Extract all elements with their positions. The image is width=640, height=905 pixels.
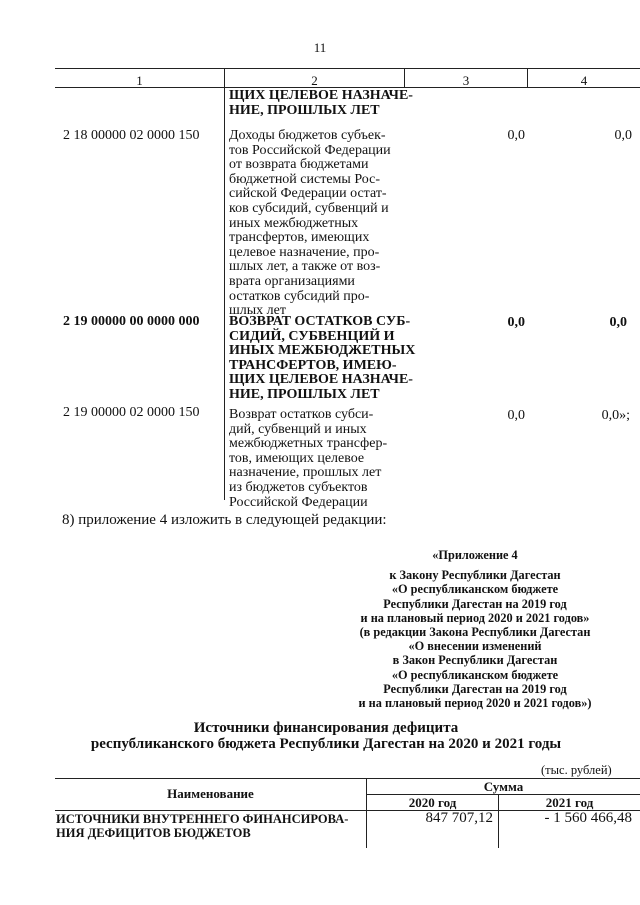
column-header-4: 4	[580, 73, 588, 88]
text-line: межбюджетных трансфер-	[229, 436, 388, 452]
title-line: республиканского бюджета Республики Дагестан на 2020 и 2021 годы	[90, 736, 562, 752]
text-line: в Закон Республики Дагестан	[392, 653, 558, 668]
text-line: СИДИЙ, СУБВЕНЦИЙ И	[229, 328, 395, 344]
text-line: назначение, прошлых лет	[229, 465, 382, 481]
value-2020: 847 707,12	[425, 810, 493, 826]
text-line: Республики Дагестан на 2019 год	[383, 596, 567, 611]
unit-label: (тыс. рублей)	[541, 763, 612, 777]
value-2021: 0,0	[609, 315, 627, 330]
text-line: Возврат остатков субси-	[229, 407, 374, 422]
column-header-2021: 2021 год	[545, 795, 594, 810]
amendment-paragraph: 8) приложение 4 изложить в следующей редакции:	[62, 512, 387, 528]
text-line: шлых лет	[229, 303, 286, 319]
value-2020: 0,0	[507, 315, 525, 330]
text-line: Республики Дагестан на 2019 год	[383, 681, 567, 696]
row-code: 2 18 00000 02 0000 150	[63, 128, 200, 143]
row-name	[56, 812, 348, 840]
text-line: ИНЫХ МЕЖБЮДЖЕТНЫХ	[229, 343, 416, 359]
column-header-sum: Сумма	[483, 779, 524, 794]
text-line: «О республиканском бюджете	[391, 667, 559, 682]
continued-cell-text	[229, 89, 413, 118]
text-line: и на плановый период 2020 и 2021 годов»)	[358, 696, 592, 711]
row-description	[229, 408, 387, 510]
column-header-2020: 2020 год	[408, 795, 457, 810]
table-col-divider	[224, 68, 225, 500]
text-line: к Закону Республики Дагестан	[389, 568, 561, 583]
appendix-header	[0, 548, 640, 710]
text-line: врата организациями	[229, 273, 355, 289]
text-line: из бюджетов субъектов	[229, 479, 368, 495]
column-header-name: Наименование	[167, 786, 254, 801]
row-code: 2 19 00000 00 0000 000	[63, 314, 200, 329]
text-line: Доходы бюджетов субъек-	[229, 128, 386, 143]
text-line: дий, субвенций и иных	[229, 421, 367, 437]
text-line: ВОЗВРАТ ОСТАТКОВ СУБ-	[229, 314, 411, 329]
text-line: от возврата бюджетами	[229, 157, 369, 173]
text-line: НИЯ ДЕФИЦИТОВ БЮДЖЕТОВ	[56, 826, 251, 840]
text-line: «Приложение 4	[432, 548, 518, 562]
row-code: 2 19 00000 02 0000 150	[63, 405, 200, 420]
page-number: 11	[313, 40, 327, 55]
text-line: сийской Федерации остат-	[229, 186, 387, 202]
text-line: тов Российской Федерации	[229, 142, 391, 158]
column-header-2: 2	[311, 73, 318, 88]
text-line: НИЕ, ПРОШЛЫХ ЛЕТ	[229, 102, 380, 118]
text-line: и на плановый период 2020 и 2021 годов»	[360, 610, 590, 625]
text-line: целевое назначение, про-	[229, 244, 380, 260]
value-2020: 0,0	[507, 128, 525, 143]
text-line: «О республиканском бюджете	[391, 582, 559, 597]
text-line: ИСТОЧНИКИ ВНУТРЕННЕГО ФИНАНСИРОВА-	[56, 812, 349, 826]
text-line: трансфертов, имеющих	[229, 230, 370, 246]
text-line: бюджетной системы Рос-	[229, 171, 380, 187]
value-2021: - 1 560 466,48	[544, 810, 632, 826]
text-line: тов, имеющих целевое	[229, 450, 365, 466]
value-2021: 0,0	[614, 128, 632, 143]
text-line: «О внесении изменений	[408, 639, 542, 654]
title-line: Источники финансирования дефицита	[193, 720, 459, 736]
text-line: иных межбюджетных	[229, 215, 359, 231]
value-2021: 0,0»;	[601, 408, 630, 423]
table-top-border	[55, 68, 640, 69]
text-line: ТРАНСФЕРТОВ, ИМЕЮ-	[229, 357, 397, 373]
text-line: остатков субсидий про-	[229, 288, 370, 304]
row-description	[229, 129, 391, 319]
column-header-1: 1	[136, 73, 143, 88]
text-line: Российской Федерации	[229, 494, 368, 510]
text-line: ЩИХ ЦЕЛЕВОЕ НАЗНАЧЕ-	[229, 88, 413, 103]
column-header-3: 3	[462, 73, 470, 88]
document-title	[0, 720, 640, 752]
text-line: НИЕ, ПРОШЛЫХ ЛЕТ	[229, 386, 380, 402]
row-description	[229, 315, 415, 403]
text-line: ЩИХ ЦЕЛЕВОЕ НАЗНАЧЕ-	[229, 372, 413, 388]
text-line: ков субсидий, субвенций и	[229, 200, 389, 216]
value-2020: 0,0	[507, 408, 525, 423]
text-line: шлых лет, а также от воз-	[229, 259, 381, 275]
text-line: (в редакции Закона Республики Дагестан	[359, 625, 591, 640]
